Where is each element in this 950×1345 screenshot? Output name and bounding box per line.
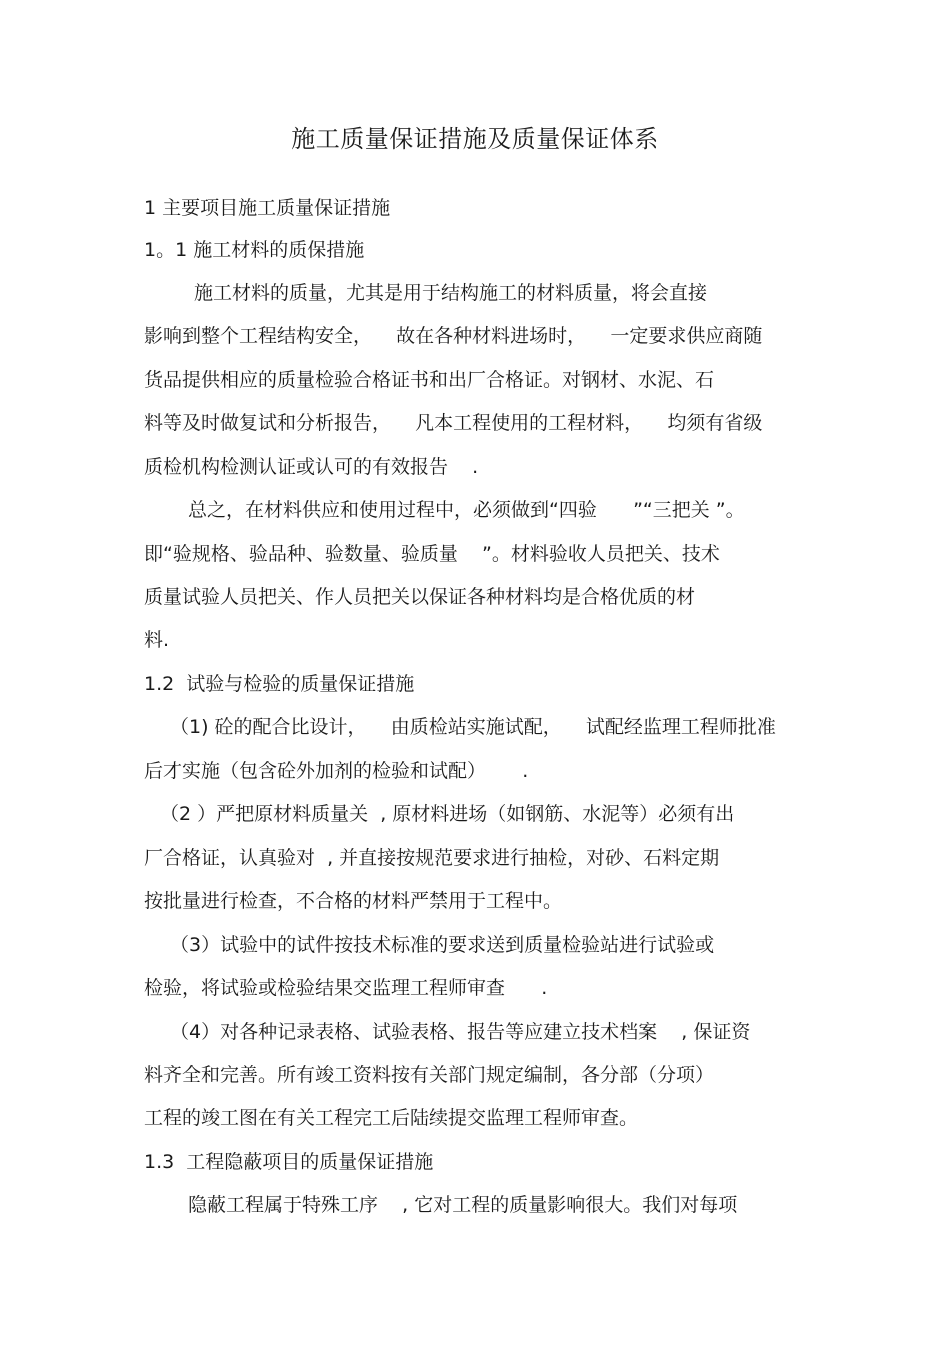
paragraph-line: 影响到整个工程结构安全， 故在各种材料进场时， 一定要求供应商随: [144, 325, 763, 347]
list-item-line: 检验，将试验或检验结果交监理工程师审查 .: [144, 977, 548, 999]
list-item-line: （3）试验中的试件按技术标准的要求送到质量检验站进行试验或: [170, 934, 715, 956]
heading-1-2: 1.2 试验与检验的质量保证措施: [144, 673, 415, 695]
paragraph-line: 料等及时做复试和分析报告， 凡本工程使用的工程材料， 均须有省级: [144, 412, 763, 434]
list-item-line: 按批量进行检查，不合格的材料严禁用于工程中。: [144, 890, 563, 912]
heading-1-1: 1。1 施工材料的质保措施: [144, 239, 365, 261]
list-item-line: （2 ）严把原材料质量关 , 原材料进场（如钢筋、水泥等）必须有出: [160, 803, 735, 825]
paragraph-line: 施工材料的质量，尤其是用于结构施工的材料质量，将会直接: [194, 282, 708, 304]
paragraph-line: 即“验规格、验品种、验数量、验质量 ”。材料验收人员把关、技术: [144, 543, 720, 565]
document-title: 施工质量保证措施及质量保证体系: [291, 125, 659, 153]
paragraph-line: 质检机构检测认证或认可的有效报告 .: [144, 456, 479, 478]
paragraph-line: 料.: [144, 629, 170, 651]
heading-1-3: 1.3 工程隐蔽项目的质量保证措施: [144, 1151, 434, 1173]
list-item-line: 工程的竣工图在有关工程完工后陆续提交监理工程师审查。: [144, 1107, 639, 1129]
list-item-line: （4）对各种记录表格、试验表格、报告等应建立技术档案 , 保证资: [170, 1021, 751, 1043]
list-item-line: 后才实施（包含砼外加剂的检验和试配） .: [144, 760, 529, 782]
paragraph-line: 货品提供相应的质量检验合格证书和出厂合格证。对钢材、水泥、石: [144, 369, 715, 391]
paragraph-line: 隐蔽工程属于特殊工序 , 它对工程的质量影响很大。我们对每项: [188, 1194, 738, 1216]
list-item-line: 料齐全和完善。所有竣工资料按有关部门规定编制，各分部（分项）: [144, 1064, 715, 1086]
paragraph-line: 质量试验人员把关、作人员把关以保证各种材料均是合格优质的材: [144, 586, 696, 608]
list-item-line: 厂合格证，认真验对 , 并直接按规范要求进行抽检，对砂、石料定期: [144, 847, 720, 869]
heading-1: 1 主要项目施工质量保证措施: [144, 197, 391, 219]
list-item-line: （1) 砼的配合比设计， 由质检站实施试配， 试配经监理工程师批准: [170, 716, 776, 738]
paragraph-line: 总之，在材料供应和使用过程中，必须做到“四验 ”“三把关 ”。: [188, 499, 745, 521]
